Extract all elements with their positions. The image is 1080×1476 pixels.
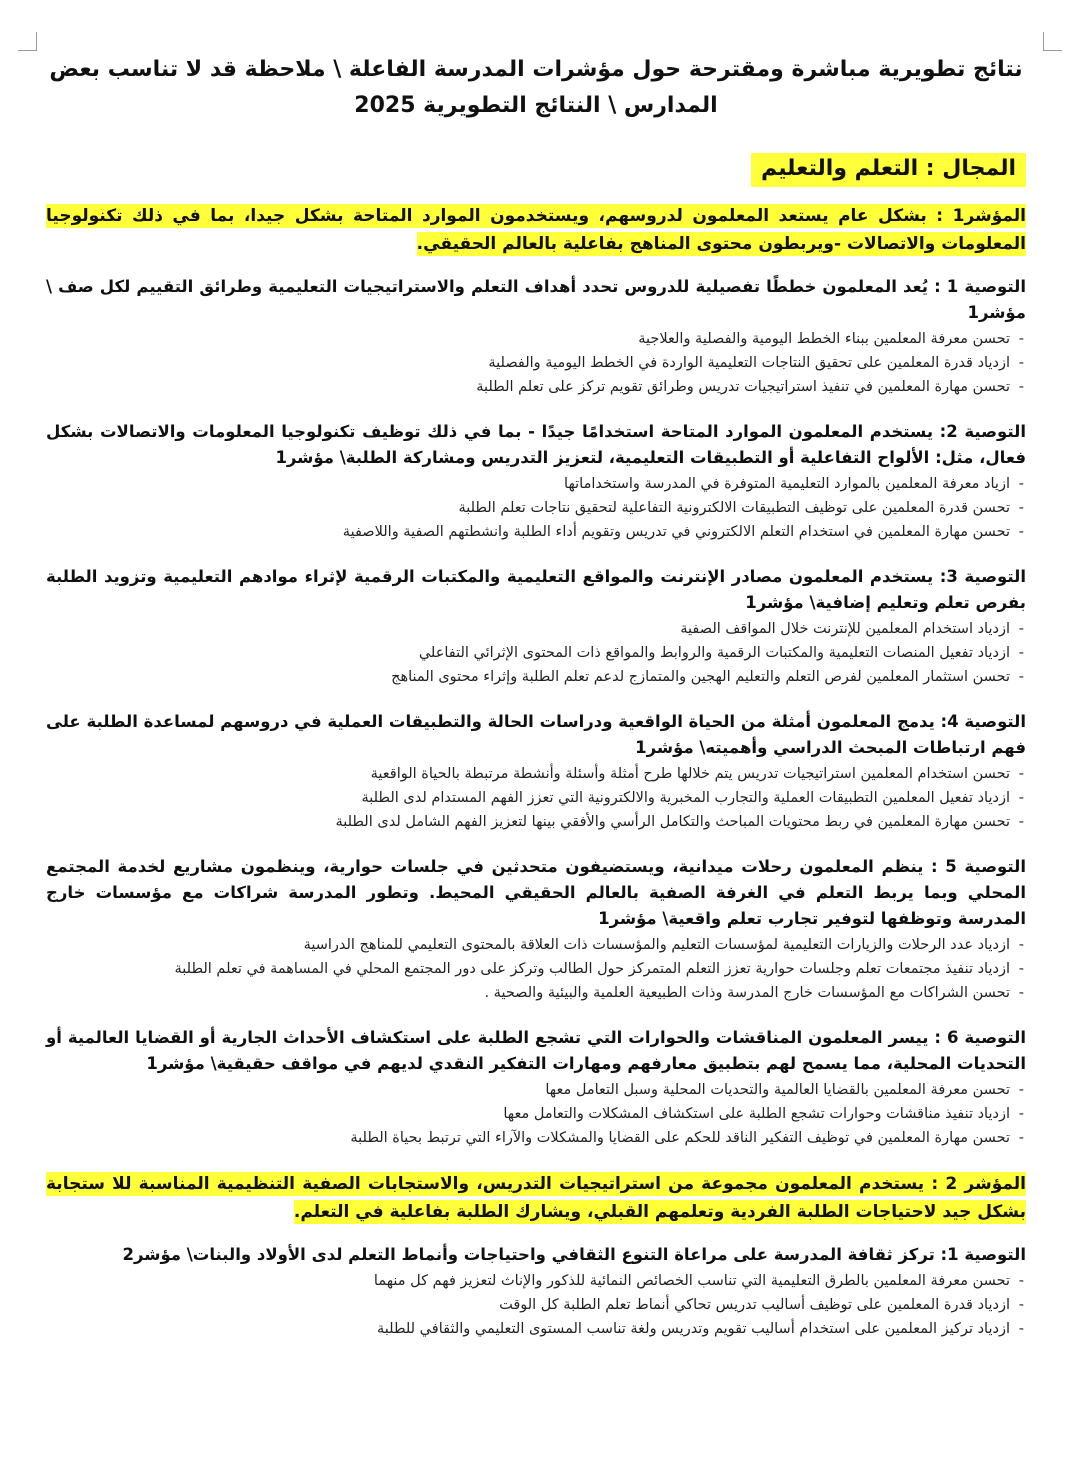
outcome-item: - تحسن معرفة المعلمين ببناء الخطط اليومية والفصلية والعلاجية	[46, 327, 1026, 351]
recommendation-title: التوصية 3: يستخدم المعلمون مصادر الإنترنت والمواقع التعليمية والمكتبات الرقمية لإثراء موادهم التعليمية وتزويد الطلبة بفرص تعلم وتعليم إضافية\ مؤشر1	[46, 567, 1026, 612]
outcome-item: - ازدياد تنفيذ مناقشات وحوارات تشجع الطلبة على استكشاف المشكلات والتعامل معها	[46, 1102, 1026, 1126]
outcome-item: - ازدياد تركيز المعلمين على استخدام أساليب تقويم وتدريس ولغة تناسب المستوى التعليمي والثقافي للطلبة	[46, 1317, 1026, 1341]
recommendation-1-3	[46, 564, 1026, 689]
outcome-item: - تحسن قدرة المعلمين على توظيف التطبيقات الالكترونية التفاعلية لتحقيق نتاجات تعلم الطلبة	[46, 496, 1026, 520]
domain-label: المجال : التعلم والتعليم	[751, 153, 1026, 187]
outcome-item: - ازدياد تفعيل المعلمين التطبيقات العملية والتجارب المخبرية والالكترونية التي تعزز الفهم المستدام لدى الطلبة	[46, 786, 1026, 810]
outcome-list	[46, 617, 1026, 689]
recommendation-title: التوصية 1: تركز ثقافة المدرسة على مراعاة التنوع الثقافي واحتياجات وأنماط التعلم لدى الأولاد والبنات\ مؤشر2	[122, 1245, 1026, 1264]
recommendation-title: التوصية 2: يستخدم المعلمون الموارد المتاحة استخدامًا جيدًا - بما في ذلك توظيف تكنولوجيا المعلومات والاتصالات بشكل فعال، مثل: الألواح التفاعلية أو التطبيقات التعليمية، لتعزيز التدريس ومشاركة الطلبة\ مؤشر1	[46, 422, 1026, 467]
recommendation-title: التوصية 6 : ييسر المعلمون المناقشات والحوارات التي تشجع الطلبة على استكشاف الأحداث الجارية أو القضايا العالمية أو التحديات المحلية، مما يسمح لهم بتطبيق معارفهم ومهارات التفكير النقدي لديهم في مواقف حقيقية\ مؤشر1	[46, 1028, 1026, 1073]
outcome-list	[46, 762, 1026, 834]
outcome-item: - تحسن معرفة المعلمين بالقضايا العالمية والتحديات المحلية وسبل التعامل معها	[46, 1078, 1026, 1102]
indicator-1	[46, 202, 1026, 258]
recommendation-1-2	[46, 419, 1026, 544]
document-body	[46, 52, 1026, 1361]
outcome-item: - ازدياد قدرة المعلمين على توظيف أساليب تدريس تحاكي أنماط تعلم الطلبة كل الوقت	[46, 1293, 1026, 1317]
recommendation-title: التوصية 1 : يُعد المعلمون خططًا تفصيلية للدروس تحدد أهداف التعلم والاستراتيجيات التعليمية وطرائق التقييم لكل صف \ مؤشر1	[46, 277, 1026, 322]
recommendation-1-4	[46, 709, 1026, 834]
indicator-2-text: المؤشر 2 : يستخدم المعلمون مجموعة من استراتيجيات التدريس، والاستجابات الصفية التنظيمية المناسبة للا ستجابة بشكل جيد لاحتياجات الطلبة الفردية وتعلمهم القبلي، ويشارك الطلبة بفاعلية في التعلم.	[46, 1174, 1026, 1222]
outcome-list	[46, 933, 1026, 1005]
margin-corner-mark-right	[1043, 32, 1062, 51]
outcome-item: - تحسن استخدام المعلمين استراتيجيات تدريس يتم خلالها طرح أمثلة وأسئلة وأنشطة مرتبطة بالحياة الواقعية	[46, 762, 1026, 786]
outcome-item: - ازدياد استخدام المعلمين للإنترنت خلال المواقف الصفية	[46, 617, 1026, 641]
outcome-item: - ازدياد تنفيذ مجتمعات تعلم وجلسات حوارية تعزز التعلم المتمركز حول الطالب وتركز على دور المجتمع المحلي في المساهمة في تعلم الطلبة	[46, 957, 1026, 981]
outcome-list	[46, 1078, 1026, 1150]
indicator-2	[46, 1170, 1026, 1226]
outcome-item: - تحسن مهارة المعلمين في استخدام التعلم الالكتروني في تدريس وتقويم أداء الطلبة وانشطتهم الصفية واللاصفية	[46, 520, 1026, 544]
indicator-1-text: المؤشر1 : بشكل عام يستعد المعلمون لدروسهم، ويستخدمون الموارد المتاحة بشكل جيدا، بما في ذلك تكنولوجيا المعلومات والاتصالات -ويربطون محتوى المناهج بفاعلية بالعالم الحقيقي.	[46, 206, 1026, 254]
outcome-item: - ازياد معرفة المعلمين بالموارد التعليمية المتوفرة في المدرسة واستخداماتها	[46, 472, 1026, 496]
outcome-item: - ازدياد تفعيل المنصات التعليمية والمكتبات الرقمية والروابط والمواقع ذات المحتوى الإثرائي التفاعلي	[46, 641, 1026, 665]
recommendation-2-1	[46, 1242, 1026, 1341]
outcome-list	[46, 472, 1026, 544]
outcome-item: - ازدياد عدد الرحلات والزيارات التعليمية لمؤسسات التعليم والمؤسسات ذات العلاقة بالمحتوى التعليمي للمناهج الدراسية	[46, 933, 1026, 957]
outcome-item: - تحسن معرفة المعلمين بالطرق التعليمية التي تناسب الخصائص النمائية للذكور والإناث لتعزيز فهم كل منهما	[46, 1269, 1026, 1293]
outcome-list	[46, 327, 1026, 399]
outcome-list	[46, 1269, 1026, 1341]
recommendation-1-1	[46, 274, 1026, 399]
page-title: نتائج تطويرية مباشرة ومقترحة حول مؤشرات المدرسة الفاعلة \ ملاحظة قد لا تناسب بعض المدارس \ النتائج التطويرية 2025	[49, 57, 1023, 118]
outcome-item: - تحسن استثمار المعلمين لفرص التعلم والتعليم الهجين والمتمازج لدعم تعلم الطلبة وإثراء محتوى المناهج	[46, 665, 1026, 689]
recommendation-1-5	[46, 854, 1026, 1005]
recommendation-title: التوصية 4: يدمج المعلمون أمثلة من الحياة الواقعية ودراسات الحالة والتطبيقات العملية في دروسهم لمساعدة الطلبة على فهم ارتباطات المبحث الدراسي وأهميته\ مؤشر1	[46, 712, 1026, 757]
outcome-item: - تحسن مهارة المعلمين في ربط محتويات المباحث والتكامل الرأسي والأفقي بينها لتعزيز الفهم الشامل لدى الطلبة	[46, 810, 1026, 834]
outcome-item: - تحسن مهارة المعلمين في تنفيذ استراتيجيات تدريس وطرائق تقويم تركز على تعلم الطلبة	[46, 375, 1026, 399]
outcome-item: - تحسن الشراكات مع المؤسسات خارج المدرسة وذات الطبيعية العلمية والبيئية والصحية .	[46, 981, 1026, 1005]
outcome-item: - ازدياد قدرة المعلمين على تحقيق النتاجات التعليمية الواردة في الخطط اليومية والفصلية	[46, 351, 1026, 375]
domain-heading	[46, 150, 1026, 188]
recommendation-title: التوصية 5 : ينظم المعلمون رحلات ميدانية، ويستضيفون متحدثين في جلسات حوارية، وينظمون مشاريع لخدمة المجتمع المحلي وبما يربط التعلم في الغرفة الصفية بالعالم الحقيقي المحيط. وتطور المدرسة شراكات مع مؤسسات خارج المدرسة وتوظفها لتوفير تجارب تعلم واقعية\ مؤشر1	[46, 857, 1026, 928]
outcome-item: - تحسن مهارة المعلمين في توظيف التفكير الناقد للحكم على القضايا والمشكلات والآراء التي ترتبط بحياة الطلبة	[46, 1126, 1026, 1150]
margin-corner-mark-left	[18, 32, 37, 51]
recommendation-1-6	[46, 1025, 1026, 1150]
